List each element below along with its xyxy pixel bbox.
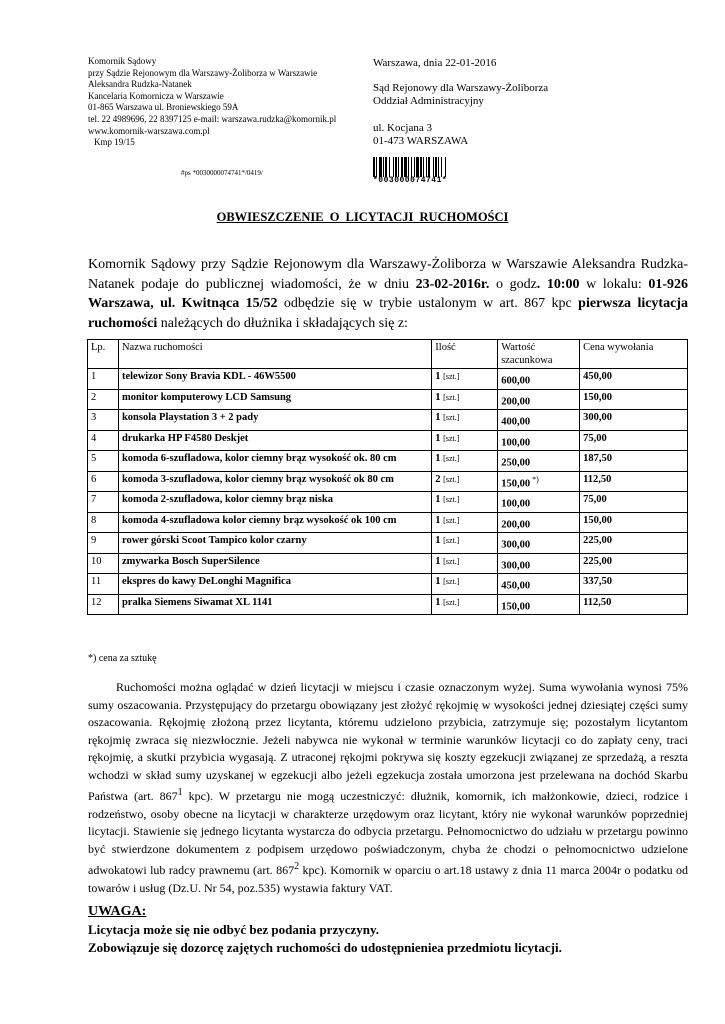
- footnote: *) cena za sztukę: [88, 653, 157, 664]
- terms-text: [88, 679, 688, 897]
- auction-type: pierwsza licytacja ruchomości: [88, 296, 688, 331]
- row-name-text: komoda 2-szufladowa, kolor ciemny brąz niska: [121, 494, 333, 505]
- row-qty: [432, 594, 498, 615]
- row-price: [580, 574, 688, 595]
- recipient-court: Sąd Rejonowy dla Warszawy-Żoliborza: [373, 82, 549, 94]
- row-name: [118, 594, 431, 615]
- intro-text: odbędzie się w trybie ustalonym w art. 867 kpc: [277, 296, 579, 311]
- warning-block: [88, 903, 708, 957]
- table-row: [88, 512, 688, 533]
- sender-line: www.komornik-warszawa.com.pl: [88, 125, 210, 136]
- row-price: [580, 389, 688, 410]
- row-price: [580, 410, 688, 431]
- row-name: [118, 389, 431, 410]
- items-table: [87, 339, 688, 615]
- terms-paragraph: [88, 679, 688, 897]
- table-row: [88, 471, 688, 492]
- intro-text: o godz: [489, 276, 537, 292]
- terms-part: kpc). Komornik w oparciu o art.18 ustawy z dnia 11 marca 2004r o podatku od towarów i usług (Dz.U. Nr 54, poz.535) wystawia faktury VAT.: [88, 863, 688, 895]
- place-date: Warszawa, dnia 22-01-2016: [373, 57, 497, 69]
- row-qty-text: 1: [435, 432, 441, 444]
- row-value-text: 100,00: [501, 437, 531, 448]
- row-price: [580, 451, 688, 472]
- row-lp: [88, 430, 119, 451]
- intro-paragraph: [88, 255, 688, 333]
- row-price-text: 225,00: [583, 535, 612, 546]
- recipient-department: Oddział Administracyjny: [373, 95, 484, 107]
- row-name-text: komoda 4-szufladowa kolor ciemny brąz wysokość ok 100 cm: [121, 514, 397, 526]
- table-row: [88, 430, 688, 451]
- terms-part: Ruchomości można oglądać w dzień licytacji w miejscu i czasie oznaczonym wyżej. Suma wywołania wynosi 75% sumy oszacowania. Przystępujący do przetargu obowiązany jest złożyć rękojmię w wysokości jednej dziesiątej części sumy oszacowania. Rękojmię złożoną przez licytanta, któremu udzielono przybicia, zatrzymuje się; pozostałym licytantom rękojmię zwraca się niezwłocznie. Jeżeli nabywca nie wykonał w terminie warunków licytacji co do zapłaty ceny, traci rękojmię, a skutki przybicia wygasają. Z utraconej rękojmi pokrywa się koszty egzekucji związanej ze sprzedażą, a reszta wchodzi w skład sumy uzyskanej w egzekucji albo jeżeli egzekucja została umorzona jest przelewana na dochód Skarbu Państwa (art. 867: [88, 680, 688, 803]
- sender-line: tel. 22 4989696, 22 8397125 e-mail: warszawa.rudzka@komornik.pl: [88, 113, 337, 124]
- row-value: [498, 533, 580, 554]
- row-price: [580, 553, 688, 574]
- row-qty-text: 1: [435, 596, 441, 608]
- row-price-text: 187,50: [583, 453, 612, 464]
- row-value: [498, 451, 580, 472]
- row-lp-text: 7: [91, 494, 97, 505]
- row-unit: [szt.]: [443, 413, 460, 422]
- row-value: [498, 430, 580, 451]
- table-row: [88, 553, 688, 574]
- row-name: [118, 512, 431, 533]
- header-name: Nazwa ruchomości: [118, 340, 431, 369]
- row-price-text: 150,00: [583, 391, 612, 403]
- row-lp: [88, 512, 119, 533]
- row-qty: [432, 553, 498, 574]
- row-qty-text: 1: [435, 371, 441, 382]
- row-qty-text: 1: [435, 555, 441, 567]
- row-qty: [432, 451, 498, 472]
- intro-text: Komornik Sądowy przy Sądzie Rejonowym dla Warszawy-Żoliborza w Warszawie Aleksandra Rudzka-Natanek podaje do publicznej wiadomości, że w dniu: [88, 257, 688, 292]
- row-unit: [szt.]: [443, 495, 460, 504]
- row-name-text: komoda 6-szufladowa, kolor ciemny brąz wysokość ok. 80 cm: [121, 453, 397, 464]
- row-name: [118, 410, 431, 431]
- row-value: [498, 594, 580, 615]
- header-price: Cena wywołania: [580, 340, 688, 369]
- row-name-text: monitor komputerowy LCD Samsung: [121, 391, 292, 403]
- row-unit: [szt.]: [443, 392, 460, 402]
- sender-line: Komornik Sądowy: [88, 56, 157, 66]
- row-lp: [88, 492, 119, 513]
- table-row: [88, 410, 688, 431]
- row-lp-text: 2: [91, 391, 97, 403]
- row-name-text: rower górski Scoot Tampico kolor czarny: [121, 535, 307, 546]
- row-qty: [432, 430, 498, 451]
- row-lp: [88, 451, 119, 472]
- row-lp: [88, 389, 119, 410]
- row-name: [118, 492, 431, 513]
- row-lp: [88, 471, 119, 492]
- row-price: [580, 430, 688, 451]
- row-value: [498, 369, 580, 390]
- row-price: [580, 594, 688, 615]
- row-name: [118, 553, 431, 574]
- row-unit: [szt.]: [443, 433, 460, 443]
- barcode-bars: [373, 157, 483, 177]
- table-row: [88, 594, 688, 615]
- terms-part: kpc). W przetargu nie mogą uczestniczyć: dłużnik, komornik, ich małżonkowie, dzieci, rodzice i rodzeństwo, osoby obecne na licytacji w charakterze urzędowym oraz licytant, który nie wykonał warunków poprzedniej licytacji. Stawienie się jednego licytanta wystarcza do odbycia przetargu. Pełnomocnictwo do udziału w przetargu powinno być stwierdzone dokumentem z podpisem urzędowo poświadczonym, chyba że chodzi o pełnomocnictwo udzielone adwokatowi lub radcy prawnemu (art. 867: [88, 789, 688, 877]
- row-qty: [432, 533, 498, 554]
- row-price: [580, 492, 688, 513]
- intro-text: należących do dłużnika i składających się z:: [157, 315, 408, 331]
- table-row: [88, 451, 688, 472]
- row-name-text: drukarka HP F4580 Deskjet: [121, 432, 249, 444]
- row-lp-text: 1: [91, 371, 97, 382]
- row-qty-text: 2: [435, 473, 441, 485]
- sender-line: 01-865 Warszawa ul. Broniewskiego 59A: [88, 102, 239, 113]
- row-qty-text: 1: [435, 576, 441, 587]
- auction-location: 01-926 Warszawa, ul. Kwitnąca 15/52: [88, 276, 688, 311]
- warning-line: Zobowiązuje się dozorcę zajętych ruchomości do udostępnieniea przedmiotu licytacji.: [88, 940, 562, 955]
- row-qty-text: 1: [435, 412, 441, 423]
- row-price-text: 75,00: [583, 432, 607, 444]
- row-value-text: 400,00: [501, 416, 531, 428]
- superscript: 2: [294, 861, 300, 872]
- row-value: [498, 389, 580, 410]
- row-qty: [432, 410, 498, 431]
- row-price: [580, 533, 688, 554]
- row-value-text: 150,00: [501, 478, 531, 489]
- row-name-text: ekspres do kawy DeLonghi Magnifica: [121, 576, 291, 587]
- table-row: [88, 492, 688, 513]
- row-lp: [88, 410, 119, 431]
- row-qty-text: 1: [435, 514, 441, 526]
- intro-text: w lokalu:: [579, 276, 649, 292]
- row-name: [118, 430, 431, 451]
- recipient-street: ul. Kocjana 3: [373, 122, 432, 134]
- page-title: OBWIESZCZENIE O LICYTACJI RUCHOMOŚCI: [216, 210, 509, 224]
- row-lp: [88, 553, 119, 574]
- recipient-city: 01-473 WARSZAWA: [373, 135, 469, 147]
- row-qty-text: 1: [435, 391, 441, 403]
- superscript: 1: [177, 787, 183, 798]
- row-name-text: zmywarka Bosch SuperSilence: [121, 555, 260, 567]
- row-value-text: 200,00: [501, 519, 531, 530]
- row-value-text: 100,00: [501, 498, 531, 510]
- row-value: [498, 410, 580, 431]
- row-lp: [88, 533, 119, 554]
- header-value: Wartość szacunkowa: [498, 340, 580, 369]
- row-name-text: telewizor Sony Bravia KDL - 46W5500: [121, 371, 296, 382]
- row-qty: [432, 369, 498, 390]
- row-value-text: 150,00: [501, 601, 531, 612]
- row-price-text: 75,00: [583, 494, 607, 505]
- row-price-text: 337,50: [583, 576, 612, 587]
- row-value: [498, 492, 580, 513]
- auction-date: 23-02-2016r.: [415, 276, 490, 292]
- row-unit: [szt.]: [443, 597, 460, 607]
- row-lp-text: 6: [91, 473, 97, 485]
- row-name-text: pralka Siemens Siwamat XL 1141: [121, 596, 273, 608]
- row-price-text: 150,00: [583, 514, 612, 526]
- row-qty: [432, 574, 498, 595]
- row-qty-text: 1: [435, 494, 441, 505]
- row-value: [498, 471, 580, 492]
- row-value: [498, 512, 580, 533]
- auction-time: . 10:00: [536, 276, 580, 292]
- sender-line: Kancelaria Komornicza w Warszawie: [88, 90, 224, 101]
- row-lp-text: 11: [91, 576, 102, 587]
- sender-line: Aleksandra Rudzka-Natanek: [88, 79, 192, 90]
- row-name: [118, 471, 431, 492]
- header-qty: Ilość: [432, 340, 498, 369]
- row-price-text: 225,00: [583, 555, 612, 567]
- row-value-text: 600,00: [501, 375, 531, 387]
- header-lp: Lp.: [88, 340, 119, 369]
- row-name: [118, 369, 431, 390]
- case-number: Kmp 19/15: [94, 137, 135, 148]
- row-lp-text: 3: [91, 412, 97, 423]
- row-price: [580, 369, 688, 390]
- barcode-bar: [446, 157, 448, 177]
- warning-heading: UWAGA:: [88, 904, 147, 919]
- row-lp: [88, 369, 119, 390]
- row-value-text: 300,00: [501, 560, 531, 571]
- sender-block: [88, 56, 368, 149]
- row-qty: [432, 512, 498, 533]
- row-name-text: komoda 3-szufladowa, kolor ciemny brąz wysokość ok 80 cm: [121, 473, 394, 485]
- row-qty-text: 1: [435, 535, 441, 546]
- row-price: [580, 512, 688, 533]
- row-value: [498, 553, 580, 574]
- row-unit: [szt.]: [443, 577, 460, 586]
- row-unit: [szt.]: [443, 556, 460, 566]
- table-row: [88, 574, 688, 595]
- row-unit: [szt.]: [443, 536, 460, 545]
- row-price-text: 112,50: [583, 473, 612, 485]
- row-name: [118, 574, 431, 595]
- row-name: [118, 451, 431, 472]
- row-lp-text: 4: [91, 432, 97, 444]
- row-price-text: 112,50: [583, 596, 612, 608]
- row-value-text: 250,00: [501, 457, 531, 469]
- row-qty: [432, 492, 498, 513]
- recipient-block: [373, 57, 548, 148]
- row-price-text: 450,00: [583, 371, 612, 382]
- row-lp: [88, 574, 119, 595]
- row-lp-text: 5: [91, 453, 97, 464]
- barcode-text: *003000074741*: [373, 176, 448, 185]
- row-unit: [szt.]: [443, 515, 460, 525]
- row-name: [118, 533, 431, 554]
- row-value-text: 300,00: [501, 539, 531, 551]
- table-row: [88, 369, 688, 390]
- table-header-row: [88, 340, 688, 369]
- row-lp-text: 12: [91, 596, 102, 608]
- row-value-text: 450,00: [501, 580, 531, 592]
- row-footnote-mark: *): [530, 474, 539, 484]
- row-qty-text: 1: [435, 453, 441, 464]
- row-value-text: 200,00: [501, 396, 531, 407]
- barcode: [373, 157, 483, 183]
- row-name-text: konsola Playstation 3 + 2 pady: [121, 412, 259, 423]
- row-qty: [432, 471, 498, 492]
- row-lp-text: 9: [91, 535, 97, 546]
- sender-line: przy Sądzie Rejonowym dla Warszawy-Żoliborza w Warszawie: [88, 67, 318, 78]
- row-price: [580, 471, 688, 492]
- row-qty: [432, 389, 498, 410]
- table-row: [88, 533, 688, 554]
- row-price-text: 300,00: [583, 412, 612, 423]
- reference-number: #ps *0030000074741*/0419/: [181, 169, 263, 177]
- row-unit: [szt.]: [443, 474, 460, 484]
- table-row: [88, 389, 688, 410]
- row-lp-text: 10: [91, 555, 102, 567]
- row-lp: [88, 594, 119, 615]
- row-value: [498, 574, 580, 595]
- row-unit: [szt.]: [443, 372, 460, 381]
- row-unit: [szt.]: [443, 454, 460, 463]
- row-lp-text: 8: [91, 514, 97, 526]
- warning-line: Licytacja może się nie odbyć bez podania przyczyny.: [88, 922, 380, 937]
- table-body: [88, 369, 688, 615]
